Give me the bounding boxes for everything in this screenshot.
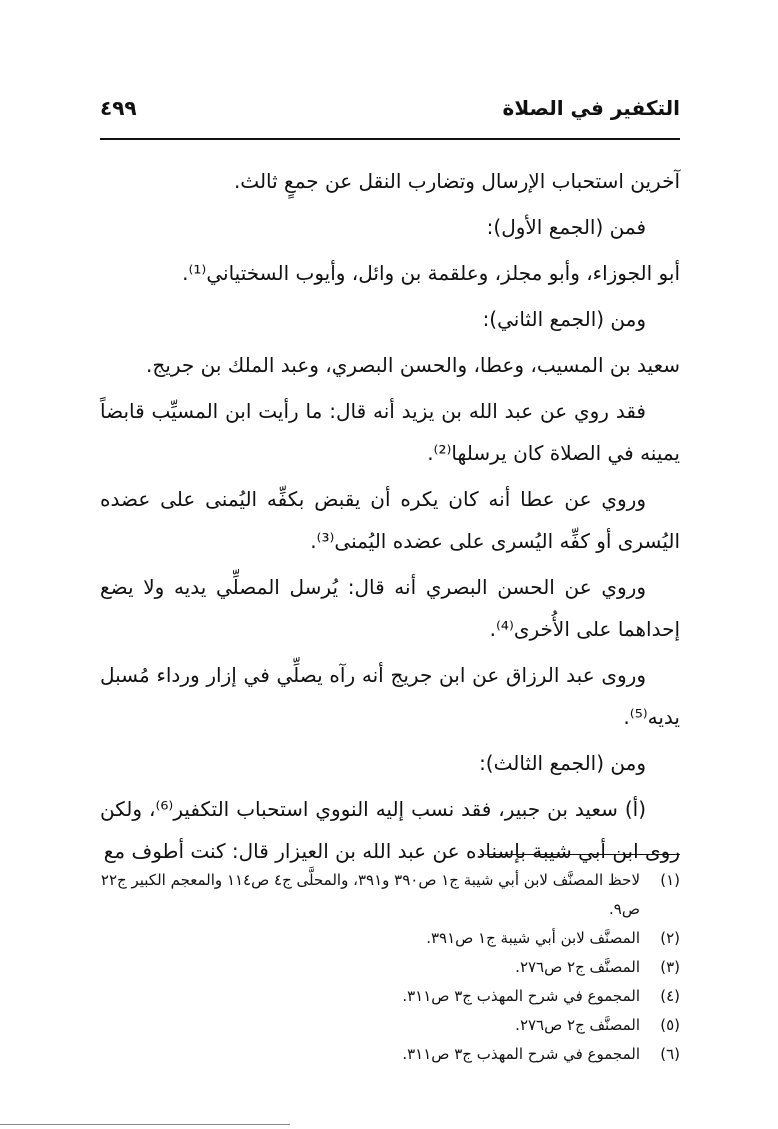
paragraph-first-group-names: أبو الجوزاء، وأبو مجلز، وعلقمة بن وائل، وأيوب السختياني⁽¹⁾.: [182, 261, 680, 285]
paragraph-second-group-names: سعيد بن المسيب، وعطا، والحسن البصري، وعبد الملك بن جريج.: [146, 353, 680, 377]
running-title: التكفير في الصلاة: [502, 96, 680, 120]
footnote: [100, 1011, 680, 1040]
footnote: [100, 982, 680, 1011]
footnote-text: المجموع في شرح المهذب ج٣ ص٣١١.: [402, 1045, 640, 1063]
footnote-divider: [480, 854, 680, 855]
footnote-text: المصنَّف لابن أبي شيبة ج١ ص٣٩١.: [426, 929, 640, 947]
footnote-text: لاحظ المصنَّف لابن أبي شيبة ج١ ص٣٩٠ و٣٩١، والمحلَّى ج٤ ص١١٤ والمعجم الكبير ج٢٢ ص٩.: [100, 871, 640, 918]
footnote-number: (٦): [660, 1045, 680, 1063]
paragraph-heading-third-group: ومن (الجمع الثالث):: [479, 751, 646, 775]
paragraph-ibn-musayyib: فقد روي عن عبد الله بن يزيد أنه قال: ما رأيت ابن المسيِّب قابضاً يمينه في الصلاة كان يرسلها⁽²⁾.: [100, 399, 680, 465]
page-header: [100, 92, 680, 132]
footnotes: [100, 866, 680, 1069]
scan-edge-line: [0, 1124, 290, 1125]
footnote: [100, 953, 680, 982]
paragraph-ata: وروي عن عطا أنه كان يكره أن يقبض بكفِّه اليُمنى على عضده اليُسرى أو كفِّه اليُسرى على عضده اليُمنى⁽³⁾.: [100, 487, 680, 553]
footnote-number: (٤): [660, 987, 680, 1005]
paragraph-said-ibn-jubayr: (أ) سعيد بن جبير، فقد نسب إليه النووي استحباب التكفير⁽⁶⁾، ولكن روى ابن أبي شيبة بإسناده عن عبد الله بن العيزار قال: كنت أطوف مع: [100, 797, 680, 863]
footnote-number: (٥): [660, 1016, 680, 1034]
header-divider: [100, 138, 680, 140]
main-text: [100, 160, 680, 872]
paragraph-continuation: آخرين استحباب الإرسال وتضارب النقل عن جمعٍ ثالث.: [233, 169, 680, 193]
footnote-text: المجموع في شرح المهذب ج٣ ص٣١١.: [402, 987, 640, 1005]
footnote: [100, 1040, 680, 1069]
paragraph-heading-second-group: ومن (الجمع الثاني):: [482, 307, 646, 331]
footnote: [100, 924, 680, 953]
paragraph-abd-al-razzaq: وروى عبد الرزاق عن ابن جريج أنه رآه يصلِّي في إزار ورداء مُسبل يديه⁽⁵⁾.: [100, 663, 680, 729]
footnote-text: المصنَّف ج٢ ص٢٧٦.: [515, 958, 640, 976]
footnote-number: (١): [660, 871, 680, 889]
footnote-number: (٣): [660, 958, 680, 976]
footnote-text: المصنَّف ج٢ ص٢٧٦.: [515, 1016, 640, 1034]
paragraph-hasan-basri: وروي عن الحسن البصري أنه قال: يُرسل المصلِّي يديه ولا يضع إحداهما على الأُخرى⁽⁴⁾.: [100, 575, 680, 641]
paragraph-heading-first-group: فمن (الجمع الأول):: [486, 215, 646, 239]
footnote: [100, 866, 680, 924]
footnote-number: (٢): [660, 929, 680, 947]
page-number: ٤٩٩: [100, 96, 137, 120]
